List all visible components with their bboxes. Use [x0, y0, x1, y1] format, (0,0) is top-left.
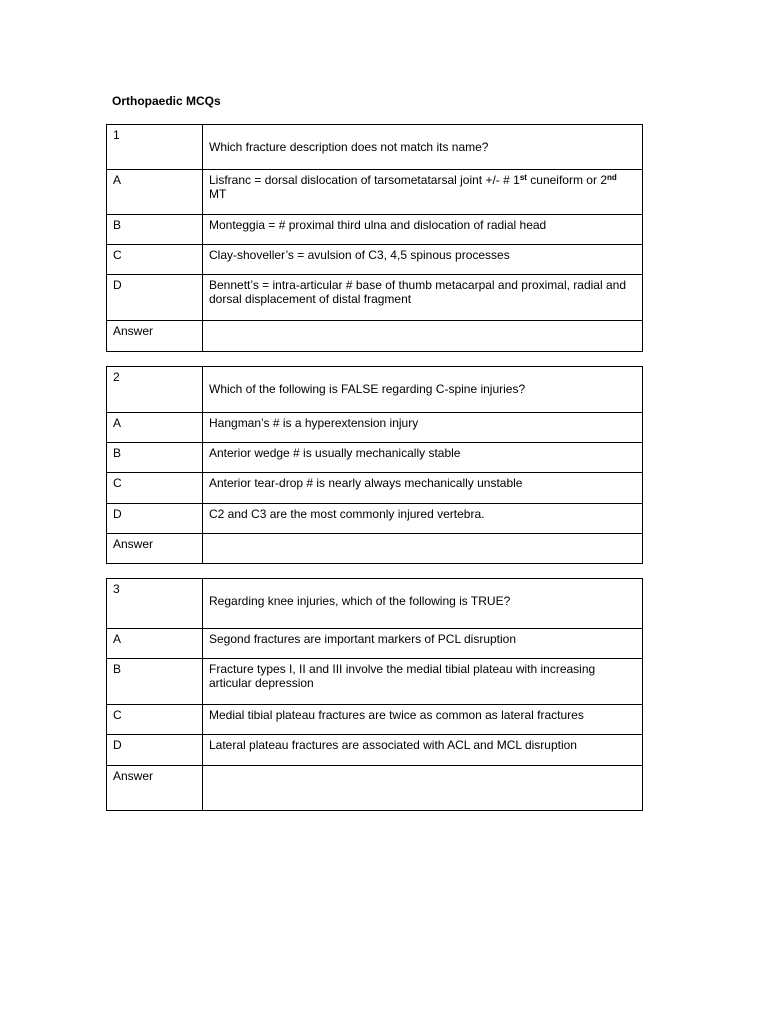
option-label: B — [107, 215, 203, 245]
option-text — [203, 170, 643, 215]
option-label: C — [107, 705, 203, 735]
answer-label: Answer — [107, 534, 203, 564]
option-label: D — [107, 275, 203, 321]
answer-cell[interactable] — [203, 321, 643, 352]
question-number: 2 — [107, 367, 203, 413]
option-label: C — [107, 245, 203, 275]
option-text-part: cuneiform or 2 — [526, 173, 607, 187]
option-row-c — [107, 245, 643, 275]
option-row-b — [107, 659, 643, 705]
question-row — [107, 367, 643, 413]
question-table-2 — [106, 366, 643, 564]
option-text: Hangman’s # is a hyperextension injury — [203, 413, 643, 443]
option-label: A — [107, 413, 203, 443]
option-label: A — [107, 170, 203, 215]
superscript: st — [519, 173, 527, 182]
answer-label: Answer — [107, 321, 203, 352]
superscript: nd — [607, 173, 617, 182]
option-text-part: MT — [209, 187, 227, 201]
option-text: Segond fractures are important markers of PCL disruption — [203, 629, 643, 659]
option-label: C — [107, 473, 203, 504]
question-text: Which fracture description does not match its name? — [203, 125, 643, 170]
option-row-d — [107, 735, 643, 766]
answer-row — [107, 534, 643, 564]
question-text: Regarding knee injuries, which of the following is TRUE? — [203, 579, 643, 629]
option-label: D — [107, 735, 203, 766]
option-text: Medial tibial plateau fractures are twice as common as lateral fractures — [203, 705, 643, 735]
answer-cell[interactable] — [203, 766, 643, 811]
option-row-c — [107, 473, 643, 504]
option-text: Clay-shoveller’s = avulsion of C3, 4,5 spinous processes — [203, 245, 643, 275]
option-label: B — [107, 443, 203, 473]
option-row-d — [107, 275, 643, 321]
option-text: Anterior wedge # is usually mechanically stable — [203, 443, 643, 473]
question-row — [107, 125, 643, 170]
option-text: Bennett’s = intra-articular # base of thumb metacarpal and proximal, radial and dorsal displacement of distal fragment — [203, 275, 643, 321]
question-text: Which of the following is FALSE regarding C-spine injuries? — [203, 367, 643, 413]
question-number: 1 — [107, 125, 203, 170]
option-row-b — [107, 443, 643, 473]
option-row-d — [107, 504, 643, 534]
option-row-a — [107, 629, 643, 659]
answer-row — [107, 321, 643, 352]
page-title: Orthopaedic MCQs — [112, 94, 221, 108]
option-text: C2 and C3 are the most commonly injured vertebra. — [203, 504, 643, 534]
answer-row — [107, 766, 643, 811]
option-text: Fracture types I, II and III involve the medial tibial plateau with increasing articular depression — [203, 659, 643, 705]
option-row-a — [107, 413, 643, 443]
option-row-a — [107, 170, 643, 215]
answer-label: Answer — [107, 766, 203, 811]
option-row-c — [107, 705, 643, 735]
option-text-part: Lisfranc = dorsal dislocation of tarsometatarsal joint +/- # 1 — [209, 173, 520, 187]
option-label: A — [107, 629, 203, 659]
option-label: D — [107, 504, 203, 534]
option-text: Anterior tear-drop # is nearly always mechanically unstable — [203, 473, 643, 504]
option-row-b — [107, 215, 643, 245]
question-number: 3 — [107, 579, 203, 629]
option-label: B — [107, 659, 203, 705]
question-row — [107, 579, 643, 629]
option-text: Lateral plateau fractures are associated with ACL and MCL disruption — [203, 735, 643, 766]
answer-cell[interactable] — [203, 534, 643, 564]
question-table-1 — [106, 124, 643, 352]
option-text: Monteggia = # proximal third ulna and dislocation of radial head — [203, 215, 643, 245]
question-table-3 — [106, 578, 643, 811]
